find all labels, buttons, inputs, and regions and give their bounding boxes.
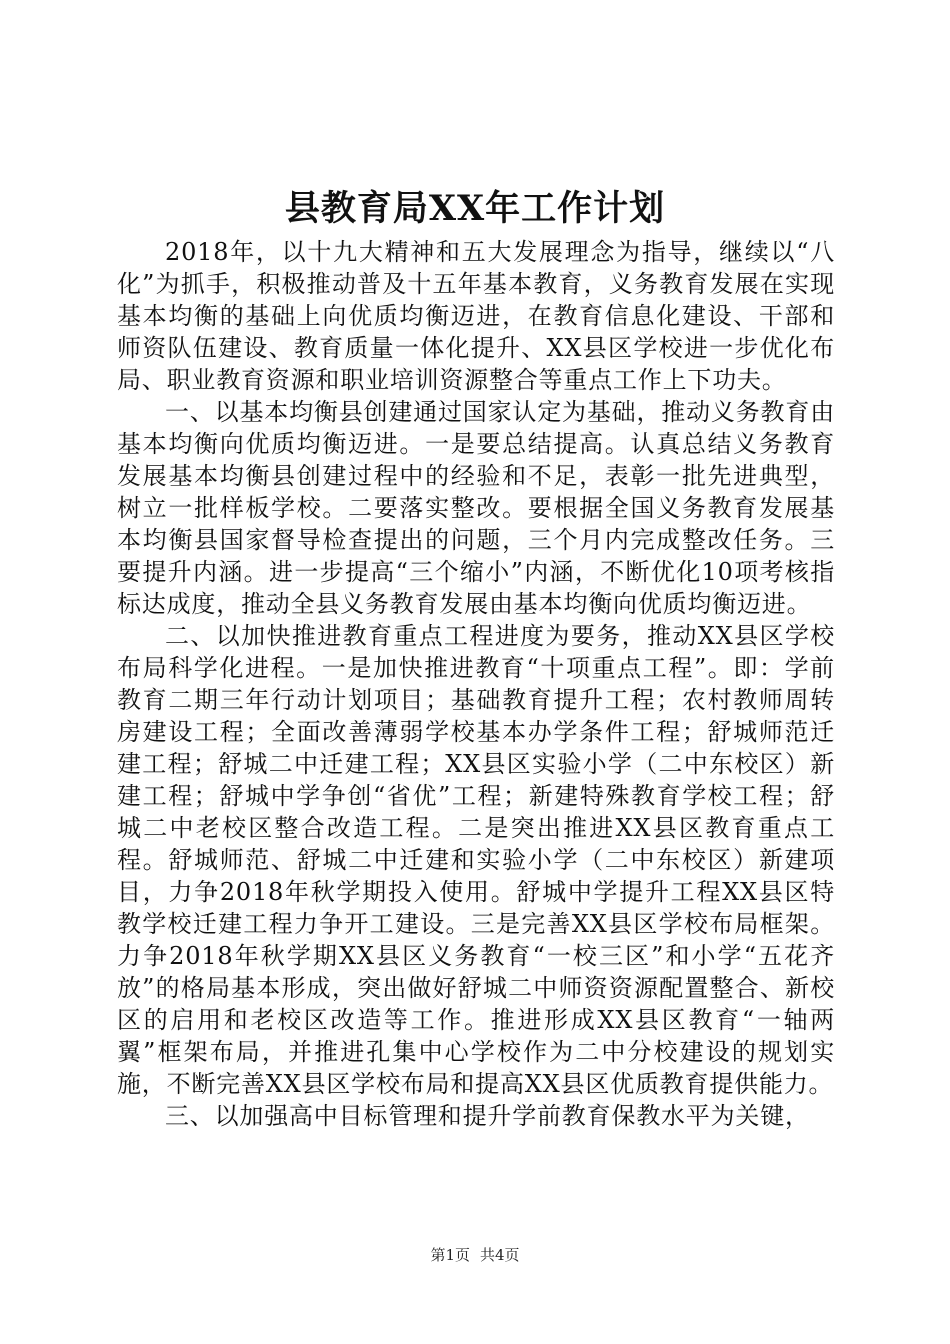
paragraph-section-3: 三、以加强高中目标管理和提升学前教育保教水平为关键， bbox=[165, 1102, 810, 1130]
page-total: 共4页 bbox=[480, 1246, 520, 1264]
paragraph-section-1: 一、以基本均衡县创建通过国家认定为基础，推动义务教育由基本均衡向优质均衡迈进。一是要总结提高。认真总结义务教育发展基本均衡县创建过程中的经验和不足，表彰一批先进典型，树立一批样板学校。二要落实整改。要根据全国义务教育发展基本均衡县国家督导检查提出的问题，三个月内完成整改任务。三要提升内涵。进一步提高“三个缩小”内涵，不断优化10项考核指标达成度，推动全县义务教育发展由基本均衡向优质均衡迈进。 bbox=[117, 398, 835, 618]
paragraph-section-2: 二、以加快推进教育重点工程进度为要务，推动XX县区学校布局科学化进程。一是加快推进教育“十项重点工程”。即：学前教育二期三年行动计划项目；基础教育提升工程；农村教师周转房建设工程；全面改善薄弱学校基本办学条件工程；舒城师范迁建工程；舒城二中迁建工程；XX县区实验小学（二中东校区）新建工程；舒城中学争创“省优”工程；新建特殊教育学校工程；舒城二中老校区整合改造工程。二是突出推进XX县区教育重点工程。舒城师范、舒城二中迁建和实验小学（二中东校区）新建项目，力争2018年秋学期投入使用。舒城中学提升工程XX县区特教学校迁建工程力争开工建设。三是完善XX县区学校布局框架。力争2018年秋学期XX县区义务教育“一校三区”和小学“五花齐放”的格局基本形成，突出做好舒城二中师资资源配置整合、新校区的启用和老校区改造等工作。推进形成XX县区教育“一轴两翼”框架布局，并推进孔集中心学校作为二中分校建设的规划实施，不断完善XX县区学校布局和提高XX县区优质教育提供能力。 bbox=[117, 622, 835, 1098]
page-number: 第1页 bbox=[430, 1246, 470, 1264]
page-footer bbox=[0, 1245, 950, 1265]
document-title: 县教育局XX年工作计划 bbox=[284, 188, 666, 229]
paragraph-intro: 2018年，以十九大精神和五大发展理念为指导，继续以“八化”为抓手，积极推动普及十五年基本教育，义务教育发展在实现基本均衡的基础上向优质均衡迈进，在教育信息化建设、干部和师资队伍建设、教育质量一体化提升、XX县区学校进一步优化布局、职业教育资源和职业培训资源整合等重点工作上下功夫。 bbox=[117, 238, 835, 394]
document-body bbox=[117, 236, 835, 1132]
